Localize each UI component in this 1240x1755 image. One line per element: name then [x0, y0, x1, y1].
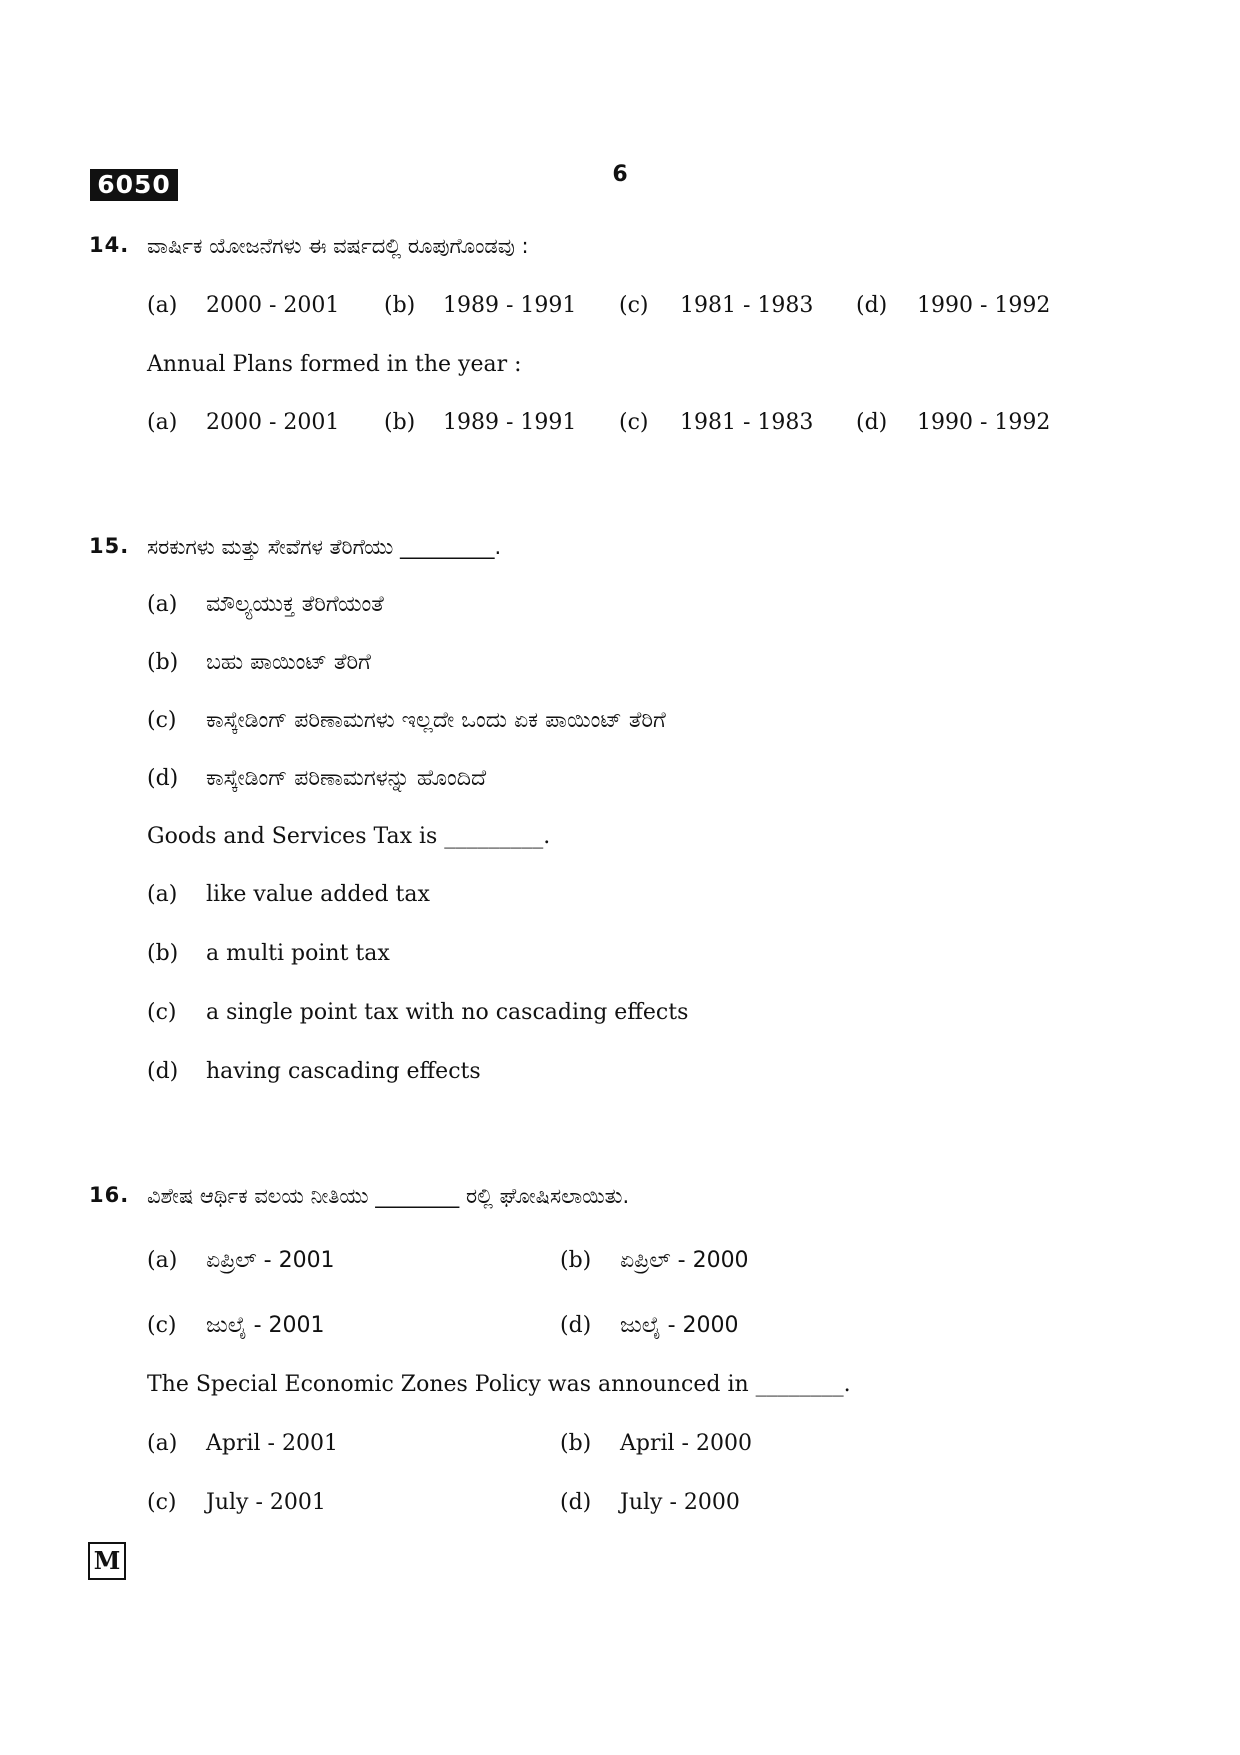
option-letter: (b)	[560, 1248, 592, 1273]
option-a: April - 2001	[206, 1431, 338, 1456]
option-letter: (b)	[147, 650, 179, 675]
page-number: 6	[612, 162, 628, 187]
option-a: like value added tax	[206, 882, 430, 907]
option-d: 1990 - 1992	[917, 293, 1051, 318]
question-16-kannada-text: ವಿಶೇಷ ಆರ್ಥಿಕ ವಲಯ ನೀತಿಯು ________ ರಲ್ಲಿ ಘೋಷಿಸಲಾಯಿತು.	[147, 1184, 630, 1208]
option-letter: (c)	[619, 293, 649, 318]
option-letter: (b)	[384, 293, 416, 318]
option-d: 1990 - 1992	[917, 410, 1051, 435]
option-a: ಮೌಲ್ಯಯುಕ್ತ ತೆರಿಗೆಯಂತೆ	[206, 592, 384, 617]
option-letter: (b)	[560, 1431, 592, 1456]
option-letter: (a)	[147, 410, 178, 435]
option-letter: (d)	[560, 1490, 592, 1515]
option-letter: (a)	[147, 1248, 178, 1273]
option-c: ಕಾಸ್ಕೇಡಿಂಗ್ ಪರಿಣಾಮಗಳು ಇಲ್ಲದೇ ಒಂದು ಏಕ ಪಾಯಿಂಟ್ ತೆರಿಗೆ	[206, 708, 666, 733]
footer-m-mark: M	[88, 1542, 126, 1580]
question-16-number: 16.	[89, 1183, 130, 1207]
paper-code: 6050	[90, 169, 178, 201]
option-a: 2000 - 2001	[206, 410, 340, 435]
option-letter: (c)	[147, 1313, 177, 1338]
option-letter: (a)	[147, 1431, 178, 1456]
option-letter: (c)	[147, 708, 177, 733]
question-15-english-text: Goods and Services Tax is _________.	[147, 824, 551, 849]
option-letter: (a)	[147, 882, 178, 907]
question-14-number: 14.	[89, 233, 130, 257]
option-a: 2000 - 2001	[206, 293, 340, 318]
question-15-kannada-text: ಸರಕುಗಳು ಮತ್ತು ಸೇವೆಗಳ ತೆರಿಗೆಯು _________.	[147, 535, 502, 559]
option-letter: (b)	[384, 410, 416, 435]
option-letter: (a)	[147, 293, 178, 318]
option-c: ಜುಲೈ - 2001	[206, 1313, 325, 1338]
option-b: 1989 - 1991	[443, 293, 577, 318]
question-15-number: 15.	[89, 534, 130, 558]
option-letter: (d)	[856, 410, 888, 435]
option-letter: (c)	[619, 410, 649, 435]
option-letter: (c)	[147, 1490, 177, 1515]
option-b: ಬಹು ಪಾಯಿಂಟ್ ತೆರಿಗೆ	[206, 650, 371, 675]
option-letter: (d)	[147, 766, 179, 791]
option-d: ಕಾಸ್ಕೇಡಿಂಗ್ ಪರಿಣಾಮಗಳನ್ನು ಹೊಂದಿದೆ	[206, 766, 487, 791]
option-a: ಏಪ್ರಿಲ್ - 2001	[206, 1248, 335, 1273]
option-d: ಜುಲೈ - 2000	[620, 1313, 739, 1338]
option-d: July - 2000	[620, 1490, 740, 1515]
question-14-kannada-text: ವಾರ್ಷಿಕ ಯೋಜನೆಗಳು ಈ ವರ್ಷದಲ್ಲಿ ರೂಪುಗೊಂಡವು :	[147, 234, 529, 258]
option-letter: (d)	[560, 1313, 592, 1338]
option-letter: (d)	[856, 293, 888, 318]
option-d: having cascading effects	[206, 1059, 481, 1084]
option-c: 1981 - 1983	[680, 293, 814, 318]
option-letter: (c)	[147, 1000, 177, 1025]
option-b: 1989 - 1991	[443, 410, 577, 435]
option-letter: (a)	[147, 592, 178, 617]
question-14-english-text: Annual Plans formed in the year :	[147, 352, 522, 377]
option-c: July - 2001	[206, 1490, 326, 1515]
option-b: ಏಪ್ರಿಲ್ - 2000	[620, 1248, 749, 1273]
option-b: April - 2000	[620, 1431, 752, 1456]
option-b: a multi point tax	[206, 941, 390, 966]
option-letter: (b)	[147, 941, 179, 966]
question-16-english-text: The Special Economic Zones Policy was announced in ________.	[147, 1372, 851, 1397]
option-letter: (d)	[147, 1059, 179, 1084]
option-c: a single point tax with no cascading effects	[206, 1000, 689, 1025]
option-c: 1981 - 1983	[680, 410, 814, 435]
